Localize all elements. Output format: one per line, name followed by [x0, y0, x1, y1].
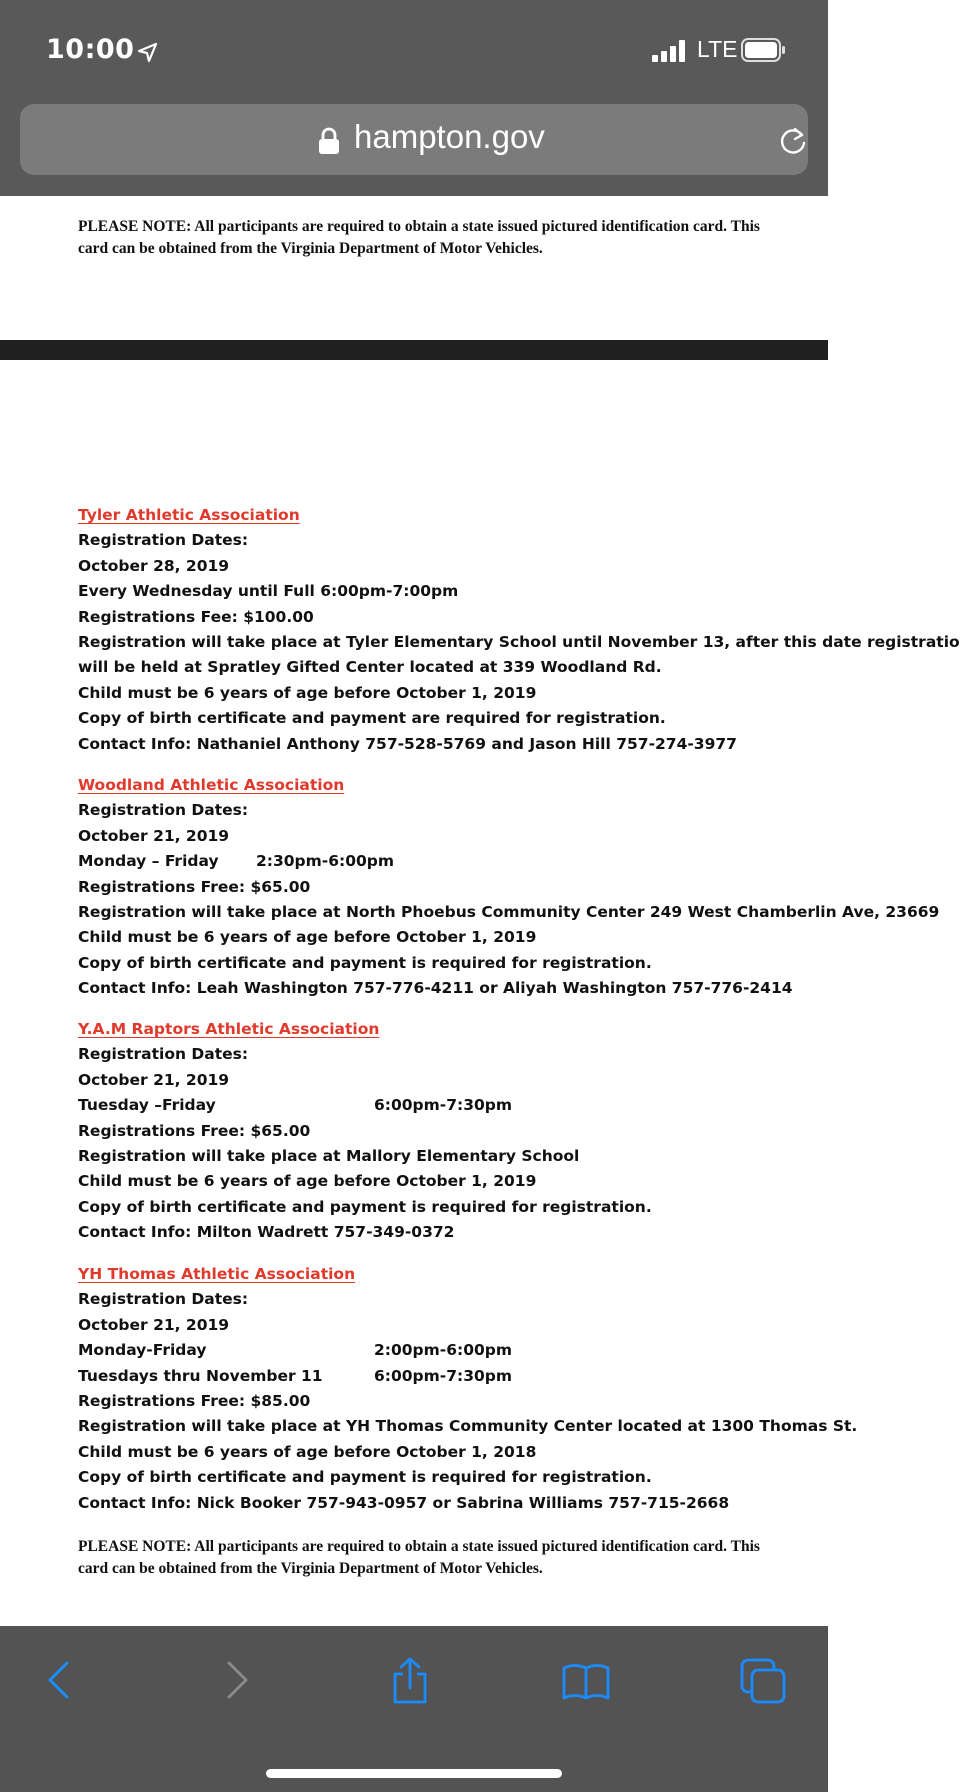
schedule-days: Monday-Friday	[78, 1341, 207, 1360]
location: Registration will take place at YH Thomas Community Center located at 1300 Thomas St.	[78, 1417, 858, 1436]
registration-fee: Registrations Fee: $100.00	[78, 607, 314, 626]
section-title-link[interactable]: Y.A.M Raptors Athletic Association	[78, 1020, 380, 1038]
tabs-icon	[738, 1656, 788, 1706]
age-requirement: Child must be 6 years of age before October 1, 2019	[78, 1172, 537, 1191]
registration-dates-label: Registration Dates:	[78, 1290, 249, 1309]
registration-date: October 21, 2019	[78, 1070, 230, 1089]
signal-strength-icon	[652, 38, 690, 62]
status-time: 10:00	[46, 34, 135, 65]
section-woodland	[78, 773, 940, 1002]
age-requirement: Child must be 6 years of age before October 1, 2019	[78, 928, 537, 947]
age-requirement: Child must be 6 years of age before October 1, 2018	[78, 1442, 537, 1461]
section-title-link[interactable]: Woodland Athletic Association	[78, 776, 345, 794]
note-line-1: PLEASE NOTE: All participants are required to obtain a state issued pictured identification card. This	[78, 1538, 760, 1555]
registration-dates-label: Registration Dates:	[78, 1045, 249, 1064]
note-line-2: card can be obtained from the Virginia Department of Motor Vehicles.	[78, 240, 543, 257]
page-divider	[0, 340, 828, 360]
document-requirement: Copy of birth certificate and payment is required for registration.	[78, 1197, 652, 1216]
note-line-2: card can be obtained from the Virginia Department of Motor Vehicles.	[78, 1560, 543, 1577]
share-icon	[385, 1656, 435, 1706]
schedule-time: 2:30pm-6:00pm	[256, 852, 395, 871]
location: Registration will take place at North Phoebus Community Center 249 West Chamberlin Ave, 23669	[78, 902, 940, 921]
age-requirement: Child must be 6 years of age before October 1, 2019	[78, 683, 537, 702]
contact-info: Contact Info: Nathaniel Anthony 757-528-5769 and Jason Hill 757-274-3977	[78, 734, 737, 753]
location-line-1: Registration will take place at Tyler Elementary School until November 13, after this date registratio	[78, 632, 960, 651]
section-tyler	[78, 503, 960, 757]
registration-date: October 21, 2019	[78, 1315, 230, 1334]
schedule-time: 2:00pm-6:00pm	[374, 1341, 513, 1360]
document-requirement: Copy of birth certificate and payment is required for registration.	[78, 953, 652, 972]
lock-icon	[318, 127, 340, 155]
schedule-row	[78, 849, 828, 874]
contact-info: Contact Info: Nick Booker 757-943-0957 or Sabrina Williams 757-715-2668	[78, 1493, 730, 1512]
section-yam-raptors	[78, 1017, 828, 1246]
schedule-time: 6:00pm-7:30pm	[374, 1366, 513, 1385]
battery-icon	[741, 38, 786, 62]
registration-fee: Registrations Free: $65.00	[78, 877, 311, 896]
book-icon	[561, 1656, 611, 1706]
tabs-button[interactable]	[738, 1656, 788, 1706]
bookmarks-button[interactable]	[561, 1656, 611, 1706]
registration-date: October 28, 2019	[78, 556, 230, 575]
location: Registration will take place at Mallory Elementary School	[78, 1146, 580, 1165]
contact-info: Contact Info: Milton Wadrett 757-349-0372	[78, 1223, 455, 1242]
schedule: Every Wednesday until Full 6:00pm-7:00pm	[78, 582, 459, 601]
carrier-label: LTE	[697, 36, 738, 62]
schedule-time: 6:00pm-7:30pm	[374, 1096, 513, 1115]
home-indicator[interactable]	[266, 1769, 562, 1778]
registration-date: October 21, 2019	[78, 826, 230, 845]
document-content	[0, 196, 960, 1626]
reload-icon[interactable]	[776, 125, 810, 159]
top-note	[78, 216, 818, 260]
section-title-link[interactable]: YH Thomas Athletic Association	[78, 1265, 356, 1283]
document-requirement: Copy of birth certificate and payment are required for registration.	[78, 709, 666, 728]
status-bar	[0, 0, 828, 100]
schedule-days: Tuesday –Friday	[78, 1096, 216, 1115]
registration-fee: Registrations Free: $85.00	[78, 1391, 311, 1410]
location-arrow-icon	[136, 40, 160, 64]
address-bar[interactable]	[20, 104, 808, 175]
share-button[interactable]	[385, 1656, 435, 1706]
forward-button[interactable]	[211, 1656, 261, 1706]
document-requirement: Copy of birth certificate and payment is required for registration.	[78, 1468, 652, 1487]
location-line-2: will be held at Spratley Gifted Center located at 339 Woodland Rd.	[78, 658, 662, 677]
browser-toolbar	[0, 1626, 828, 1792]
schedule-row	[78, 1364, 828, 1389]
back-button[interactable]	[35, 1656, 85, 1706]
schedule-row	[78, 1338, 828, 1363]
chevron-right-icon	[211, 1656, 261, 1706]
browser-address-area	[0, 100, 828, 196]
url-domain[interactable]: hampton.gov	[354, 118, 545, 155]
section-yh-thomas	[78, 1262, 858, 1516]
chevron-left-icon	[35, 1656, 85, 1706]
registration-dates-label: Registration Dates:	[78, 531, 249, 550]
section-title-link[interactable]: Tyler Athletic Association	[78, 506, 300, 524]
note-line-1: PLEASE NOTE: All participants are required to obtain a state issued pictured identification card. This	[78, 218, 760, 235]
schedule-days: Tuesdays thru November 11	[78, 1366, 323, 1385]
bottom-note	[78, 1536, 818, 1580]
schedule-days: Monday – Friday	[78, 852, 219, 871]
contact-info: Contact Info: Leah Washington 757-776-4211 or Aliyah Washington 757-776-2414	[78, 979, 793, 998]
registration-fee: Registrations Free: $65.00	[78, 1121, 311, 1140]
schedule-row	[78, 1093, 828, 1118]
registration-dates-label: Registration Dates:	[78, 801, 249, 820]
